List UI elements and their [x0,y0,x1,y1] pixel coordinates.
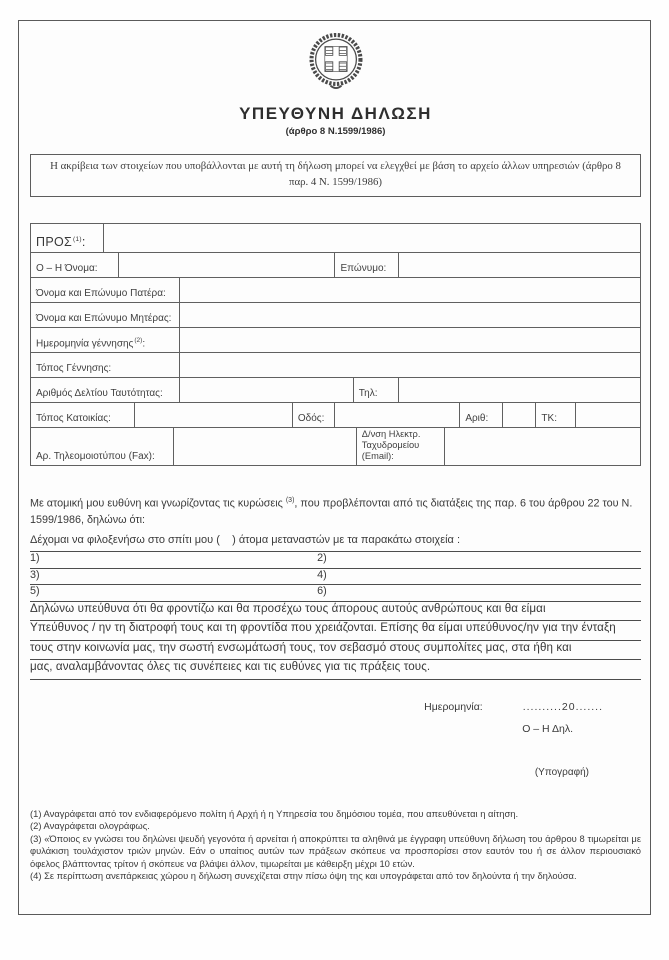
declaration-line-3: τους στην κοινωνία μας, την σωστή ενσωμάτωσή τους, τον σεβασμό στους συμπολίτες μας, στα ήθη και [30,641,641,661]
email-field[interactable] [445,428,640,465]
numbered-item-4[interactable]: 4) [317,568,327,581]
father-name-field[interactable] [180,278,640,302]
birth-date-field[interactable] [180,328,640,352]
residence-row [31,403,640,428]
father-name-row [31,278,640,303]
mother-name-row [31,303,640,328]
numbered-line-row-3 [30,585,641,602]
to-footnote-ref: (1) [73,236,82,244]
numbered-line-row-2 [30,569,641,586]
residence-field[interactable] [135,403,293,427]
date-label: Ημερομηνία: [424,700,483,713]
fax-field[interactable] [174,428,357,465]
to-row [31,224,640,253]
street-field[interactable] [335,403,460,427]
declaration-line-2: Υπεύθυνος / ην τη διατροφή τους και τη φροντίδα που χρειάζονται. Επίσης θα είμαι υπεύθυνος/ην για την ένταξη [30,621,641,641]
birth-place-field[interactable] [180,353,640,377]
footnote-1: (1) Αναγράφεται από τον ενδιαφερόμενο πολίτη ή Αρχή ή η Υπηρεσία του δημόσιου τομέα, που απευθύνεται η αίτηση. [30,807,519,819]
email-label: Δ/νση Ηλεκτρ. Ταχυδρομείου (Email): [357,428,445,465]
street-number-field[interactable] [503,403,536,427]
birth-place-label: Τόπος Γέννησης: [31,353,180,377]
residence-label: Τόπος Κατοικίας: [31,403,135,427]
birth-place-row [31,353,640,378]
phone-field[interactable] [399,378,640,402]
fax-label: Αρ. Τηλεομοιοτύπου (Fax): [31,428,174,465]
declarant-label: Ο – Η Δηλ. [522,722,573,735]
numbered-line-row-1 [30,552,641,569]
numbered-item-1[interactable]: 1) [30,552,40,565]
form-title: ΥΠΕΥΘΥΝΗ ΔΗΛΩΣΗ [239,104,432,123]
id-number-field[interactable] [180,378,354,402]
postcode-label: ΤΚ: [536,403,576,427]
shield-with-cross [325,47,347,71]
to-field[interactable] [104,224,640,252]
footnotes-section [30,808,641,883]
name-row [31,253,640,278]
birth-date-footnote-ref: (2) [134,336,143,344]
signature-block [30,701,641,778]
phone-label: Τηλ: [354,378,400,402]
declaration-preamble: Με ατομική μου ευθύνη και γνωρίζοντας τις κυρώσεις $^{(3)}$, που προβλέπονται από τις διατάξεις της παρ. 6 του άρθρου 22 του Ν. 1599/1986, δηλώνω ότι: [30,497,633,526]
postcode-field[interactable] [576,403,640,427]
notice-text: Η ακρίβεια των στοιχείων που υποβάλλονται με αυτή τη δήλωση μπορεί να ελεγχθεί με βάση το αρχείο άλλων υπηρεσιών (άρθρο 8 παρ. 4 Ν. 1599/1986) [50,160,621,188]
street-label: Οδός: [293,403,336,427]
footnote-4: (4) Σε περίπτωση ανεπάρκειας χώρου η δήλωση συνεχίζεται στην πίσω όψη της και υπογράφεται από τον δηλούντα ή την δηλούσα. [30,870,577,882]
street-number-label: Αριθ: [460,403,503,427]
birth-date-label: Ημερομηνία γέννησης$^{(2)}$: [31,328,180,352]
identity-row [31,378,640,403]
surname-field[interactable] [399,253,640,277]
footnote-3: (3) «Όποιος εν γνώσει του δηλώνει ψευδή γεγονότα ή αρνείται ή αποκρύπτει τα αληθινά με έγγραφη υπεύθυνη δήλωση του άρθρου 8 τιμωρείται με φυλάκιση τουλάχιστον τριών μηνών. Εάν ο υπαίτιος αυτών των πράξεων σκόπευε να προσπορίσει στον εαυτόν του ή σε άλλον περιουσιακό όφελος βλάπτοντας τρίτον ή σκόπευε να βλάψει άλλον, τιμωρείται με κάθειρξη μέχρι 10 ετών. [30,832,641,869]
surname-label: Επώνυμο: [335,253,399,277]
first-name-label: Ο – Η Όνομα: [31,253,119,277]
numbered-item-5[interactable]: 5) [30,585,40,598]
to-label: ΠΡΟΣ$^{(1)}$: [31,224,104,252]
fax-email-row [31,428,640,465]
personal-data-table [30,223,641,466]
numbered-item-3[interactable]: 3) [30,568,40,581]
numbered-item-2[interactable]: 2) [317,552,327,565]
birth-date-row [31,328,640,353]
numbered-item-6[interactable]: 6) [317,585,327,598]
mother-name-field[interactable] [180,303,640,327]
signature-label: (Υπογραφή) [534,766,589,778]
first-name-field[interactable] [119,253,335,277]
declaration-line-4: μας, αναλαμβάνοντας όλες τις συνέπειες και τις ευθύνες για τις πράξεις τους. [30,660,641,680]
emblem-container [30,31,641,97]
id-number-label: Αριθμός Δελτίου Ταυτότητας: [31,378,180,402]
notice-box [30,154,641,197]
host-declaration-line: Δέχομαι να φιλοξενήσω στο σπίτι μου ( ) άτομα μεταναστών με τα παρακάτω στοιχεία : [30,534,641,552]
greek-emblem-icon [307,31,365,97]
sanctions-footnote-ref: (3) [285,497,295,505]
form-subtitle: (άρθρο 8 Ν.1599/1986) [285,126,386,137]
date-value[interactable]: ..........20....... [522,700,603,713]
footnote-2: (2) Αναγράφεται ολογράφως. [30,820,150,832]
declaration-line-1: Δηλώνω υπεύθυνα ότι θα φροντίζω και θα προσέχω τους άπορους αυτούς ανθρώπους και θα είμαι [30,602,641,622]
mother-name-label: Όνομα και Επώνυμο Μητέρας: [31,303,180,327]
father-name-label: Όνομα και Επώνυμο Πατέρα: [31,278,180,302]
